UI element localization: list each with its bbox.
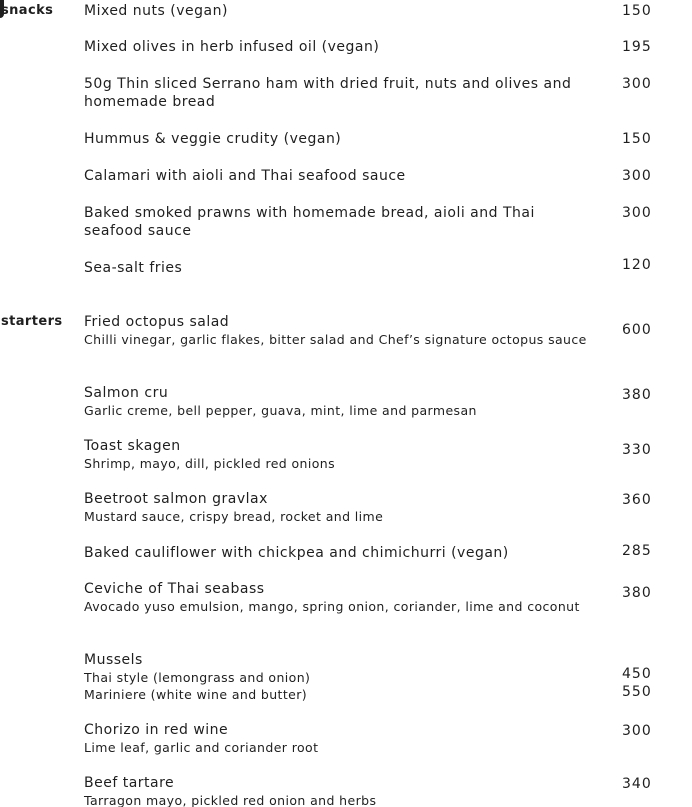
menu-item-price: 330 [622,442,652,458]
menu-item-name: 50g Thin sliced Serrano ham with dried fruit, nuts and olives and homemade bread [84,76,572,110]
menu-item-price: 450 [622,666,652,682]
menu-item-name: Baked smoked prawns with homemade bread, aioli and Thai seafood sauce [84,205,535,239]
menu-item-description: Mustard sauce, crispy bread, rocket and lime [84,509,384,524]
menu-item-name: Beef tartare [84,775,175,791]
menu-item-name: Fried octopus salad [84,314,230,330]
menu-item-price: 150 [622,131,652,147]
menu-item-price: 300 [622,76,652,92]
menu-item-name: Mixed nuts (vegan) [84,3,228,19]
menu-item-price: 360 [622,492,652,508]
menu-item-price: 300 [622,205,652,221]
menu-item-description: Avocado yuso emulsion, mango, spring onion, coriander, lime and coconut [84,599,580,614]
menu-item-option: Mariniere (white wine and butter) [84,687,308,702]
menu-item-name: Calamari with aioli and Thai seafood sauce [84,168,406,184]
menu-item-price: 285 [622,543,652,559]
menu-item-name: Sea-salt fries [84,260,183,276]
menu-item-description: Lime leaf, garlic and coriander root [84,740,319,755]
menu-item-price: 120 [622,257,652,273]
menu-item-name: Hummus & veggie crudity (vegan) [84,131,342,147]
menu-item-name: Salmon cru [84,385,169,401]
menu-item-name: Beetroot salmon gravlax [84,491,268,507]
menu-item-option: Thai style (lemongrass and onion) [84,670,311,685]
menu-item-description: Tarragon mayo, pickled red onion and herbs [84,793,377,807]
menu-item-description: Chilli vinegar, garlic flakes, bitter salad and Chef’s signature octopus sauce [84,332,587,347]
menu-item-description: Shrimp, mayo, dill, pickled red onions [84,456,336,471]
menu-item-price: 380 [622,585,652,601]
menu-item-price: 600 [622,322,652,338]
menu-item-name: Ceviche of Thai seabass [84,581,265,597]
menu-item-price: 300 [622,723,652,739]
section-label-starters: starters [1,314,63,329]
menu-item-price: 380 [622,387,652,403]
menu-item-price: 195 [622,39,652,55]
menu-item-name: Mussels [84,652,143,668]
menu-item-name: Baked cauliflower with chickpea and chimichurri (vegan) [84,545,509,561]
menu-item-name: Mixed olives in herb infused oil (vegan) [84,39,380,55]
menu-item-description: Garlic creme, bell pepper, guava, mint, lime and parmesan [84,403,477,418]
section-label-snacks: snacks [1,3,54,18]
menu-item-name: Toast skagen [84,438,181,454]
menu-item-name: Chorizo in red wine [84,722,229,738]
menu-item-price: 550 [622,684,652,700]
menu-item-price: 340 [622,776,652,792]
menu-item-price: 150 [622,3,652,19]
menu-item-price: 300 [622,168,652,184]
